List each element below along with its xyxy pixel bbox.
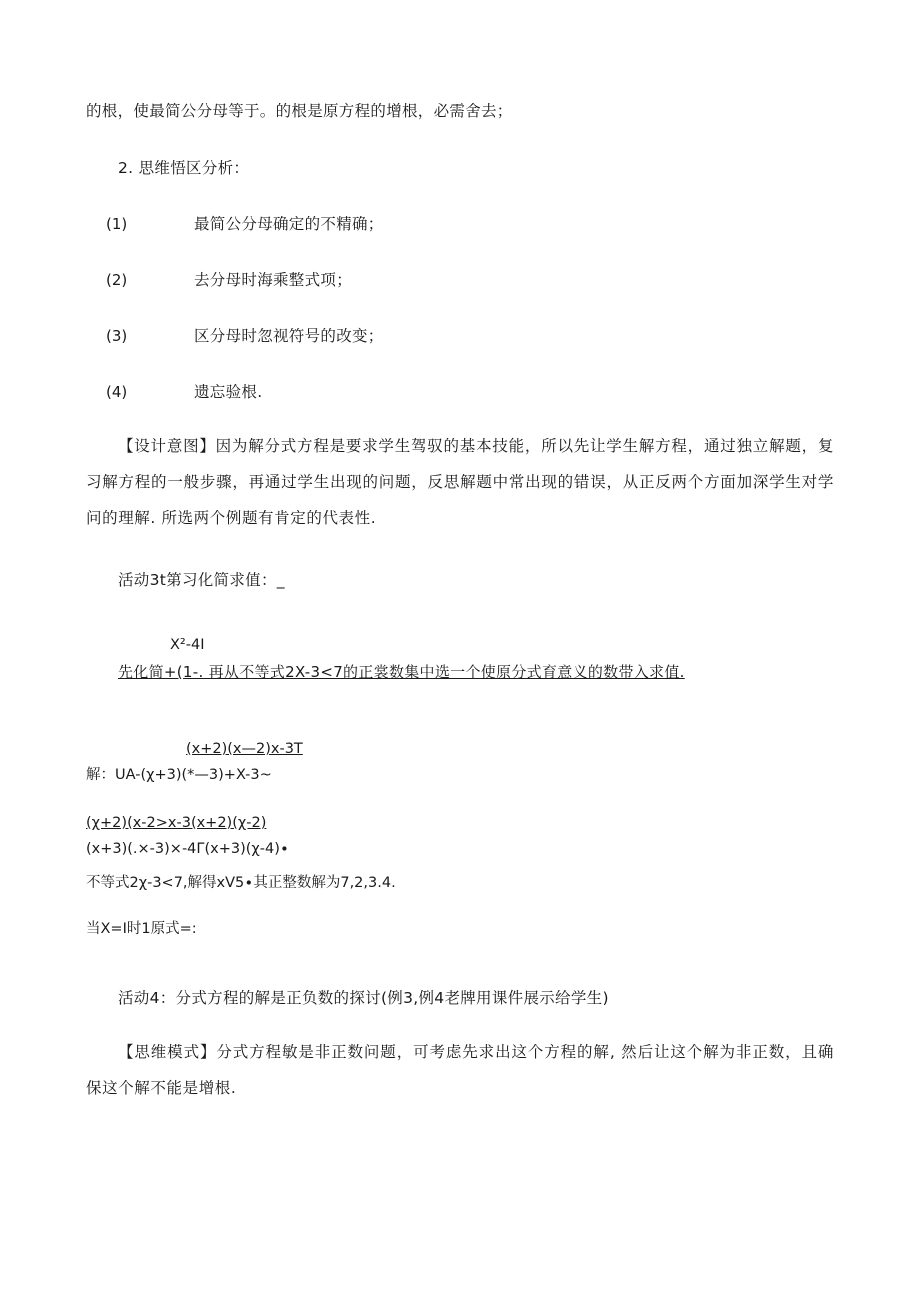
solution-line-3: (x+3)(.×-3)×-4Γ(x+3)(χ-4)∙ <box>86 841 289 857</box>
solution-fraction-numerator: (x+2)(x—2)x-3T <box>186 741 303 757</box>
list-item-number: (1) <box>106 215 128 233</box>
list-item-number: (2) <box>106 271 128 289</box>
section-heading-2: 2. 思维悟区分析： <box>118 159 250 177</box>
activity-3-heading: 活动3t第习化简求值：_ <box>118 571 285 589</box>
solution-line-5: 当X=I时1原式=: <box>86 921 197 937</box>
activity-4-heading: 活动4：分式方程的解是正负数的探讨(例3,例4老牌用课件展示给学生) <box>118 989 609 1007</box>
design-intent-paragraph: 【设计意图】因为解分式方程是要求学生驾驭的基本技能，所以先让学生解方程，通过独立解题，复习解方程的一般步骤，再通过学生出现的问题，反思解题中常出现的错误，从正反两个方面加深学生对学问的理解. 所选两个例题有肯定的代表性. <box>86 437 834 527</box>
list-item-text: 区分母时忽视符号的改变； <box>194 327 384 345</box>
problem-fraction-numerator: X²-4I <box>170 637 205 653</box>
solution-line-2: (χ+2)(x-2>x-3(x+2)(χ-2) <box>86 815 267 831</box>
top-line: 的根，使最简公分母等于。的根是原方程的增根，必需舍去； <box>86 102 513 120</box>
list-item-text: 遗忘验根. <box>194 383 263 401</box>
list-item-text: 最简公分母确定的不精确； <box>194 215 384 233</box>
solution-line-1: 解：UA-(χ+3)(*—3)+X-3~ <box>86 767 272 783</box>
solution-line-4: 不等式2χ-3<7,解得xV5∙其正整数解为7,2,3.4. <box>86 875 396 891</box>
list-item-number: (4) <box>106 383 128 401</box>
problem-statement: 先化简+(1-. 再从不等式2X-3<7的正裳数集中选一个使原分式育意义的数带入求值. <box>118 663 685 681</box>
list-item-number: (3) <box>106 327 128 345</box>
list-item-text: 去分母时海乘整式项； <box>194 271 353 289</box>
thinking-mode-paragraph: 【思维模式】分式方程敏是非正数问题，可考虑先求出这个方程的解, 然后让这个解为非正数，且确保这个解不能是增根. <box>86 1043 834 1097</box>
